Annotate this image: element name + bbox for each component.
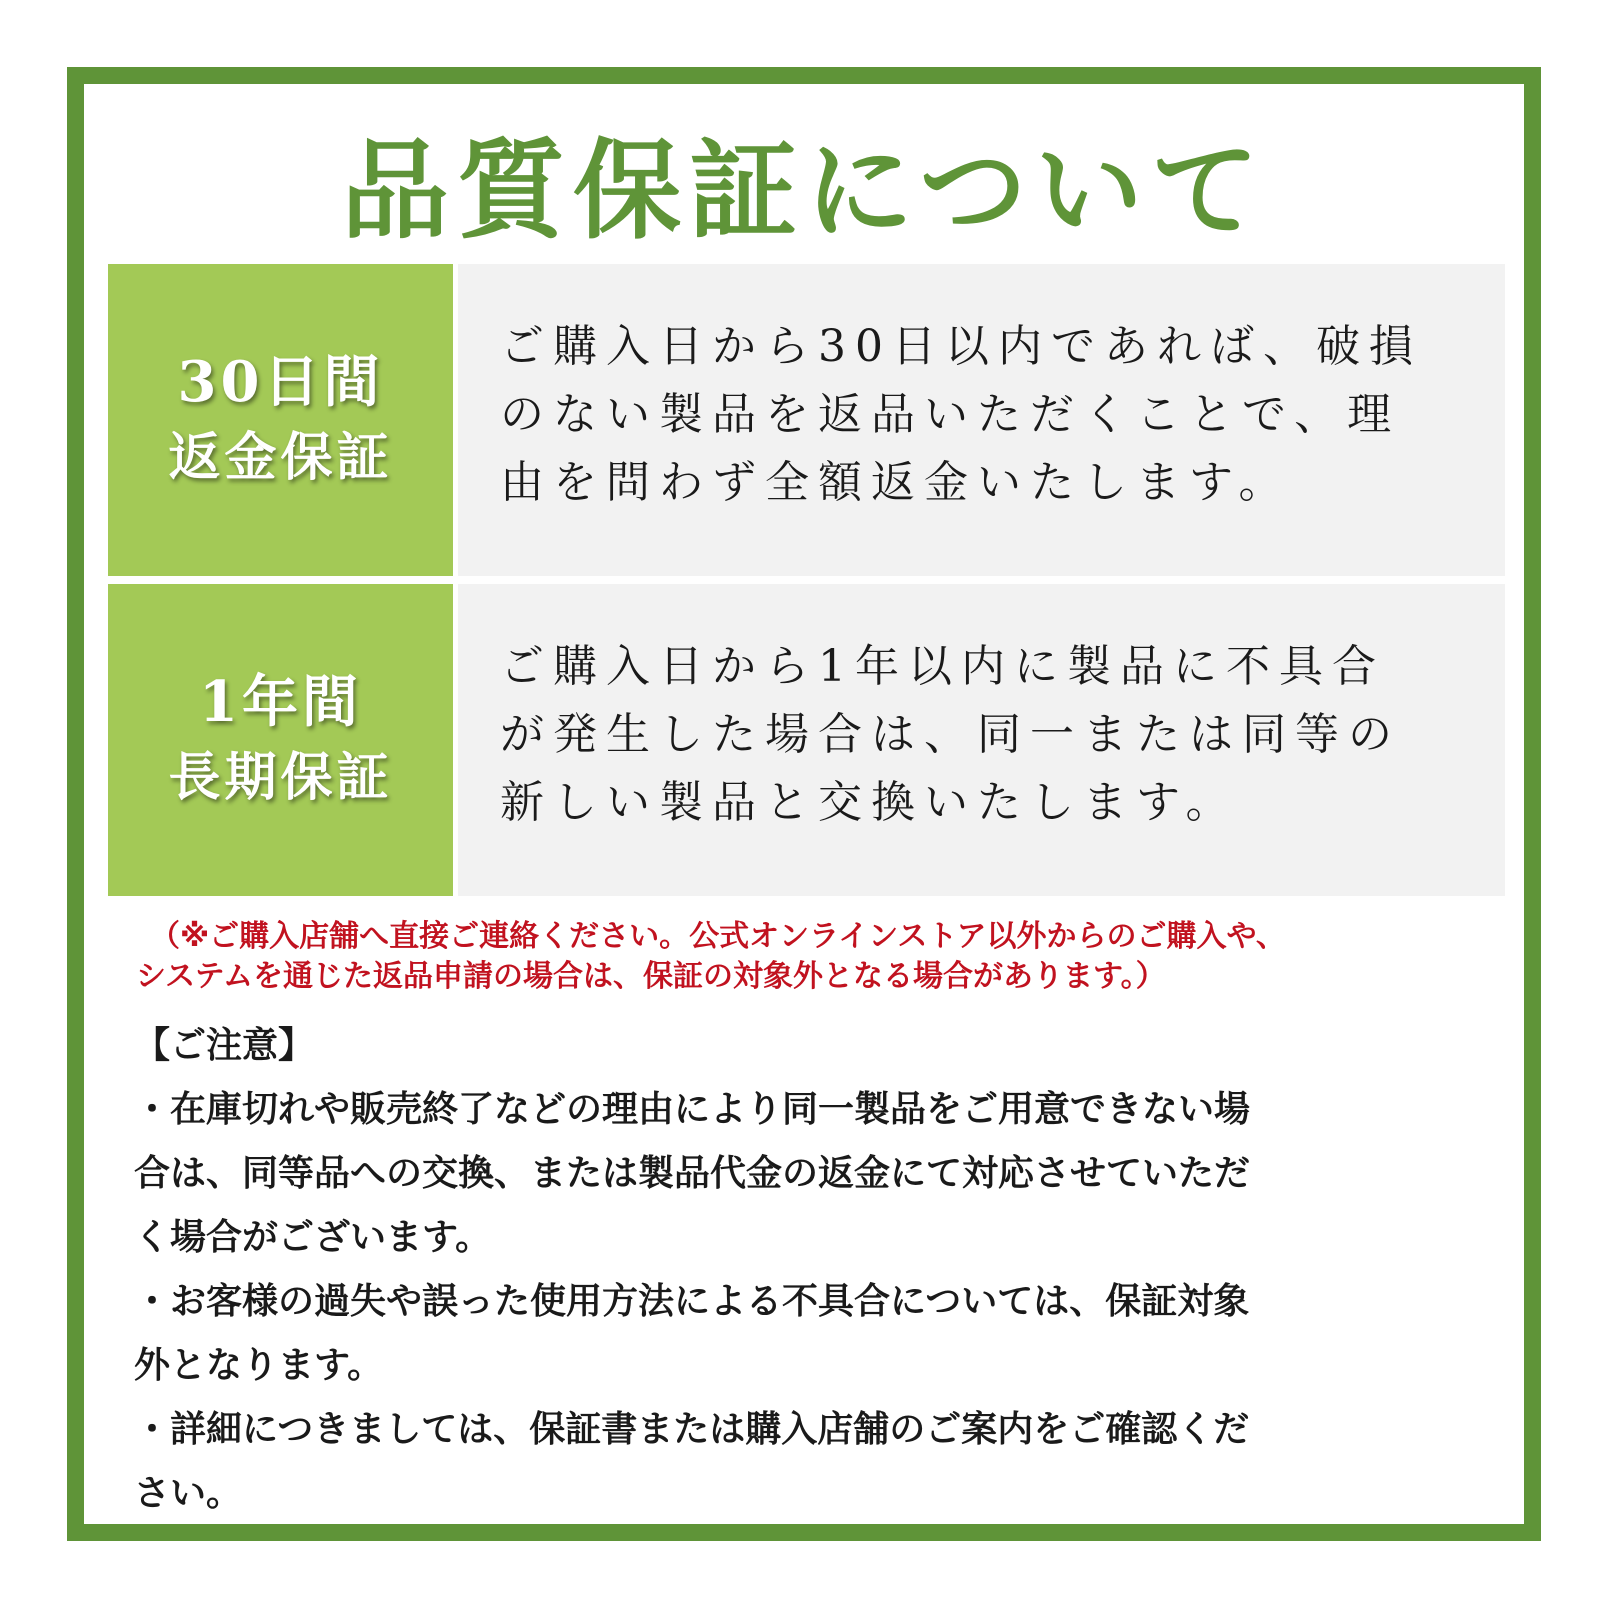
guarantee-description-line: ご購入日から1年以内に製品に不具合: [500, 641, 1385, 692]
guarantee-description-line: ご購入日から30日以内であれば、破損: [500, 321, 1422, 372]
guarantee-description-box: [458, 264, 1505, 576]
caution-line: さい。: [134, 1473, 243, 1514]
guarantee-row-refund: [108, 264, 1505, 576]
caution-line: ・在庫切れや販売終了などの理由により同一製品をご用意できない場: [134, 1089, 1251, 1130]
caution-line: 合は、同等品への交換、または製品代金の返金にて対応させていただ: [134, 1153, 1251, 1194]
caution-line: ・詳細につきましては、保証書または購入店舗のご案内をご確認くだ: [134, 1409, 1250, 1450]
guarantee-description-line: 新しい製品と交換いたします。: [500, 777, 1239, 828]
guarantee-period: 30日間: [177, 349, 384, 415]
caution-line: く場合がございます。: [134, 1217, 492, 1258]
guarantee-type: 返金保証: [168, 427, 393, 488]
guarantee-period: 1年間: [199, 669, 362, 735]
caution-line: ・お客様の過失や誤った使用方法による不具合については、保証対象: [134, 1281, 1250, 1322]
cautions-section: [134, 1014, 1504, 1526]
contact-note-line: （※ご購入店舗へ直接ご連絡ください。公式オンラインストア以外からのご購入や、: [150, 919, 1286, 954]
guarantee-type: 長期保証: [168, 747, 393, 808]
guarantee-row-warranty: [108, 584, 1505, 896]
guarantee-label-box: [108, 264, 453, 576]
cautions-heading: 【ご注意】: [134, 1025, 315, 1066]
page-title: 品質保証について: [341, 128, 1267, 254]
quality-guarantee-panel: [67, 67, 1541, 1541]
guarantee-description-line: のない製品を返品いただくことで、理: [500, 389, 1401, 440]
guarantee-description-box: [458, 584, 1505, 896]
contact-note-line: システムを通じた返品申請の場合は、保証の対象外となる場合があります。）: [136, 959, 1166, 994]
guarantee-description-line: が発生した場合は、同一または同等の: [500, 709, 1401, 760]
guarantee-description-line: 由を問わず全額返金いたします。: [500, 457, 1292, 508]
guarantee-label-box: [108, 584, 453, 896]
caution-line: 外となります。: [134, 1345, 384, 1386]
